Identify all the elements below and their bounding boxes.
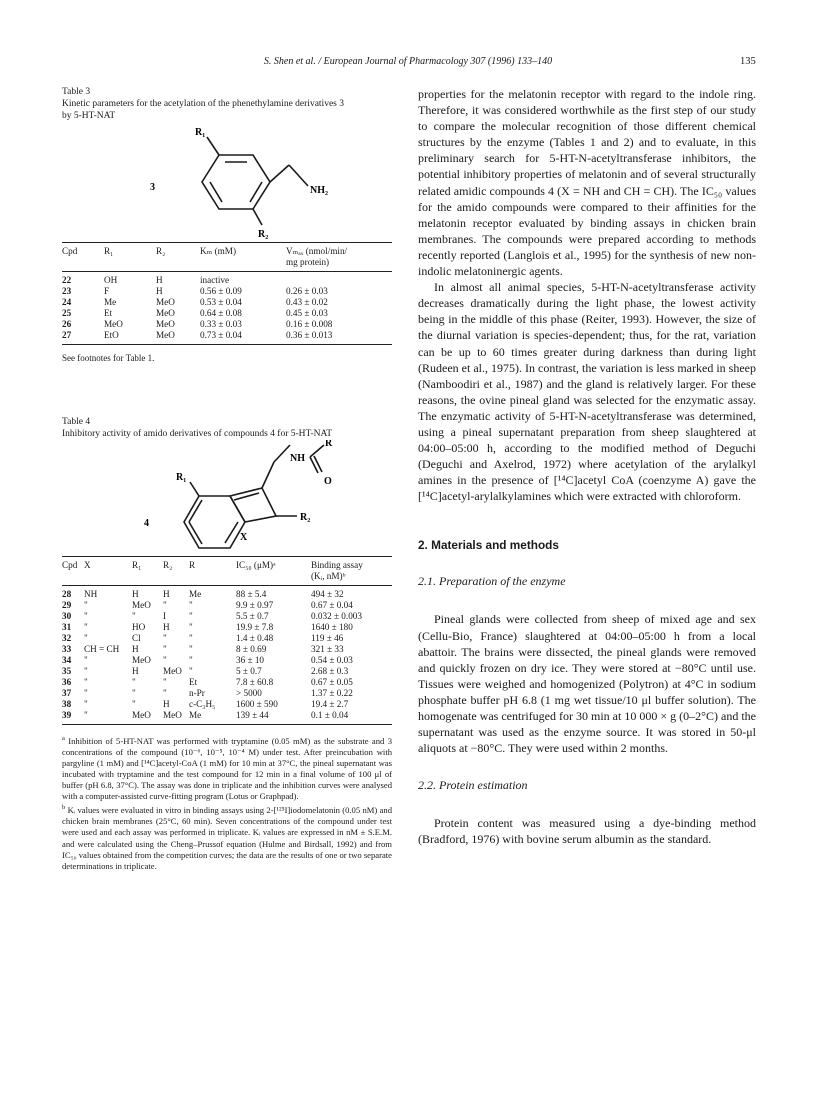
table3-col-km: Kₘ (mM) — [200, 246, 237, 256]
cell-vmax — [286, 272, 392, 287]
table3-note: See footnotes for Table 1. — [62, 353, 155, 363]
cell-km: inactive — [200, 275, 230, 285]
cell-r2: MeO — [156, 308, 175, 318]
table-row — [62, 633, 392, 644]
cell-r: n-Pr — [189, 688, 205, 698]
running-head: S. Shen et al. / European Journal of Pharmacology 307 (1996) 133–140 — [263, 56, 553, 67]
cell-r2: MeO — [156, 319, 175, 329]
cell-x: " — [84, 633, 88, 643]
cell-cpd: 30 — [62, 611, 72, 621]
table4-col-binding-line2: (Kᵢ, nM)ᵇ — [311, 571, 346, 581]
table4-col-r1: R₁ — [132, 560, 142, 570]
cell-r: c-C₃H₅ — [189, 699, 216, 709]
cell-vmax: 0.45 ± 0.03 — [286, 308, 328, 318]
cell-vmax: 0.43 ± 0.02 — [286, 297, 328, 307]
cell-r1: Me — [104, 297, 117, 307]
table-row — [62, 308, 392, 319]
cell-ic50: 5.5 ± 0.7 — [236, 611, 269, 621]
cell-r2: H — [163, 622, 170, 632]
cell-ki: 321 ± 33 — [311, 644, 344, 654]
page-number: 135 — [740, 56, 756, 67]
cell-ic50: 19.9 ± 7.8 — [236, 622, 274, 632]
cell-x: " — [84, 600, 88, 610]
cell-r1: OH — [104, 275, 118, 285]
structure3-r1: R₁ — [195, 127, 206, 138]
cell-x: " — [84, 677, 88, 687]
table3-structure — [62, 122, 392, 242]
table-row — [62, 286, 392, 297]
cell-r1: " — [132, 611, 136, 621]
structure4-r: R — [325, 440, 333, 449]
cell-x: " — [84, 611, 88, 621]
structure3-r2: R₂ — [258, 229, 269, 240]
cell-r1: MeO — [132, 600, 151, 610]
footnote-b-mark: b — [62, 804, 66, 812]
structure4-number: 4 — [144, 518, 149, 529]
table-row — [62, 600, 392, 611]
cell-ic50: > 5000 — [236, 688, 262, 698]
cell-ic50: 36 ± 10 — [236, 655, 265, 665]
table-row — [62, 644, 392, 655]
table-row — [62, 655, 392, 666]
table3-label: Table 3 — [62, 87, 91, 97]
cell-r2: H — [163, 589, 170, 599]
cell-ki: 0.67 ± 0.04 — [311, 600, 353, 610]
table3-col-vmax-line1: Vₘₐₓ (nmol/min/ — [286, 246, 348, 256]
cell-km: 0.53 ± 0.04 — [200, 297, 242, 307]
structure4-x: X — [240, 532, 248, 543]
table-row — [62, 688, 392, 699]
cell-x: " — [84, 688, 88, 698]
cell-r1: EtO — [104, 330, 119, 340]
cell-r: " — [189, 622, 193, 632]
cell-ki: 119 ± 46 — [311, 633, 344, 643]
cell-vmax: 0.16 ± 0.008 — [286, 319, 333, 329]
section-materials-methods-title: 2. Materials and methods — [418, 538, 559, 553]
cell-r2: I — [163, 611, 167, 621]
cell-cpd: 24 — [62, 297, 72, 307]
cell-r2: H — [156, 275, 163, 285]
table3-col-vmax — [286, 243, 392, 272]
cell-ki: 2.68 ± 0.3 — [311, 666, 349, 676]
cell-cpd: 33 — [62, 644, 72, 654]
cell-cpd: 25 — [62, 308, 72, 318]
footnote-b — [62, 802, 392, 871]
structure4-r1: R₁ — [176, 472, 187, 483]
cell-cpd: 28 — [62, 589, 72, 599]
cell-r2: " — [163, 655, 167, 665]
cell-r2: " — [163, 688, 167, 698]
subsection-enzyme-preparation-title: 2.1. Preparation of the enzyme — [418, 574, 566, 589]
table4-structure — [62, 440, 392, 556]
table3-caption-line2: by 5-HT-NAT — [62, 111, 116, 121]
cell-r1: MeO — [132, 655, 151, 665]
structure3-amine: NH₂ — [310, 185, 328, 196]
cell-cpd: 31 — [62, 622, 72, 632]
left-column — [62, 86, 392, 872]
cell-cpd: 34 — [62, 655, 72, 665]
cell-x: " — [84, 622, 88, 632]
cell-ki: 1640 ± 180 — [311, 622, 353, 632]
cell-r: " — [189, 600, 193, 610]
cell-ic50: 5 ± 0.7 — [236, 666, 262, 676]
cell-x: " — [84, 666, 88, 676]
structure4-nh: NH — [290, 453, 305, 464]
table-row — [62, 330, 392, 345]
table4-col-x: X — [84, 560, 91, 570]
table-row — [62, 297, 392, 308]
cell-ki: 0.1 ± 0.04 — [311, 710, 349, 720]
cell-vmax: 0.36 ± 0.013 — [286, 330, 333, 340]
cell-r1: H — [132, 589, 139, 599]
cell-km: 0.64 ± 0.08 — [200, 308, 242, 318]
table4-footnotes — [62, 733, 392, 872]
cell-r1: Et — [104, 308, 113, 318]
table4-label: Table 4 — [62, 417, 91, 427]
cell-km: 0.73 ± 0.04 — [200, 330, 242, 340]
cell-cpd: 38 — [62, 699, 72, 709]
paragraph-diurnal-variation: In almost all animal species, 5-HT-N-acetyltransferase activity decreases dramatically during the light phase, the lowest activity being in the middle of this phase (Reiter, 1993). However, the size of the diurnal variation is species-dependent; thus, for the rat, variation can be up to 60 times greater during darkness than during light (Rudeen et al., 1975). In contrast, the variation is less marked in sheep (Namboodiri et al., 1987) and the gland is relatively larger. For these reasons, the ovine pineal gland was selected for the enzymatic assay. The enzymatic activity of 5-HT-N-acetyltransferase was determined, using a pineal supernatant preparation from sheep slaughtered at 04:00–05:00 h, according to the modified method of Deguchi (Deguchi and Axelrod, 1972) where acetylation of the arylalkyl amines in the presence of [¹⁴C]acetyl CoA (coenzyme A) gave the [¹⁴C]acetyl-arylalkylamines which were extracted with chloroform. — [418, 280, 756, 504]
cell-r1: Cl — [132, 633, 141, 643]
cell-ic50: 88 ± 5.4 — [236, 589, 267, 599]
cell-r1: MeO — [104, 319, 123, 329]
cell-cpd: 32 — [62, 633, 72, 643]
table3-caption-line1: Kinetic parameters for the acetylation of the phenethylamine derivatives 3 — [62, 99, 344, 109]
paragraph-enzyme-preparation: Pineal glands were collected from sheep of mixed age and sex (Cellu-Bio, France) slaughtered at 04:00–05:00 h from a local abattoir. The brains were dissected, the pineal glands were removed and quickly frozen on dry ice. They were stored at −80°C until use. Tissues were weighed and homogenized (Polytron) at 4°C in sodium phosphate buffer pH 6.8 (1 mg wet tissue/10 μl buffer solution). The homogenate was centrifuged for 30 min at 10 000 × g (0–2°C) and the supernatant was used as the enzyme source. It was stored in 50-μl aliquots at −80°C. They were used within 2 months. — [418, 612, 756, 756]
paragraph-melatonin-receptor: properties for the melatonin receptor with regard to the indole ring. Therefore, it was considered worthwhile as the first step of our study to compare the molecular recognition of those different chemical structures by the enzyme (Tables 1 and 2) and to evaluate, in this preliminary search for 5-HT-N-acetyltransferase inhibitors, the potential inhibitory properties of melatonin and of several structurally related amidic compounds 4 (X = NH and CH = CH). The IC₅₀ values for the amido compounds were compared to their affinities for the melatonin receptor evaluated by binding assays in chicken brain membranes. The compounds were prepared according to methods recently reported (Langlois et al., 1995) for the synthesis of new non-indolic melatoninergic agents. — [418, 87, 756, 279]
footnote-b-text: Kᵢ values were evaluated in vitro in binding assays using 2-[¹²⁵I]iodomelatonin (0.05 nM) and chicken brain membranes (25°C, 60 min). Seven concentrations of the compound under test were used and each assay was performed in triplicate. Kᵢ values are expressed in nM ± S.E.M. and were calculated using the Cheng–Prussof equation (Hulme and Birdsall, 1992) and from IC₅₀ values obtained from the competition curves; the data are the results of one or two separate determinations in triplicate. — [62, 805, 393, 871]
cell-r: " — [189, 611, 193, 621]
table3 — [62, 242, 392, 345]
cell-cpd: 23 — [62, 286, 72, 296]
cell-r1: F — [104, 286, 110, 296]
table3-col-r2: R₂ — [156, 246, 166, 256]
structure4-o: O — [324, 476, 332, 487]
cell-ki: 0.67 ± 0.05 — [311, 677, 353, 687]
table4-col-cpd: Cpd — [62, 560, 78, 570]
table3-caption — [62, 98, 392, 122]
cell-cpd: 29 — [62, 600, 72, 610]
cell-r1: " — [132, 677, 136, 687]
table4-col-r: R — [189, 560, 196, 570]
cell-ki: 494 ± 32 — [311, 589, 344, 599]
cell-r2: " — [163, 677, 167, 687]
paragraph-protein-estimation: Protein content was measured using a dye-binding method (Bradford, 1976) with bovine serum albumin as the standard. — [418, 816, 756, 847]
cell-r: Et — [189, 677, 198, 687]
cell-cpd: 27 — [62, 330, 72, 340]
table-row — [62, 586, 392, 601]
cell-r1: HO — [132, 622, 146, 632]
cell-r1: " — [132, 688, 136, 698]
footnote-a-text: Inhibition of 5-HT-NAT was performed with tryptamine (0.05 mM) as the substrate and 3 concentrations of the compound (10⁻⁶, 10⁻⁵, 10⁻⁴ M) under test. After preincubation with pargyline (1 mM) and [¹⁴C]acetyl-CoA (1 mM) for 10 min at 37°C, the pineal supernatant was incubated with tryptamine and the test compound for 12 min in a final volume of 100 μl of buffer (pH 6.8, 37°C). The assay was done in triplicate and the inhibition curves were analysed with a computer-assisted curve-fitting program (Lotus or Graphpad). — [62, 735, 392, 802]
cell-ic50: 1600 ± 590 — [236, 699, 278, 709]
cell-ki: 0.032 ± 0.003 — [311, 611, 362, 621]
cell-ic50: 7.8 ± 60.8 — [236, 677, 274, 687]
table-row — [62, 710, 392, 725]
cell-r1: MeO — [132, 710, 151, 720]
cell-r: Me — [189, 710, 202, 720]
cell-r2: " — [163, 644, 167, 654]
table4-col-binding-line1: Binding assay — [311, 560, 363, 570]
table4 — [62, 556, 392, 725]
table4-col-r2: R₂ — [163, 560, 173, 570]
cell-cpd: 22 — [62, 275, 72, 285]
structure4-r2: R₂ — [300, 512, 311, 523]
table3-col-r1: R₁ — [104, 246, 114, 256]
cell-ki: 1.37 ± 0.22 — [311, 688, 353, 698]
structure3-number: 3 — [150, 182, 155, 193]
table4-caption: Inhibitory activity of amido derivatives of compounds 4 for 5-HT-NAT — [62, 429, 333, 439]
footnote-a-mark: a — [62, 735, 65, 742]
table-row — [62, 319, 392, 330]
table4-col-binding — [311, 557, 392, 586]
subsection-protein-estimation-title: 2.2. Protein estimation — [418, 778, 528, 793]
table3-col-cpd: Cpd — [62, 246, 78, 256]
cell-r1: H — [132, 666, 139, 676]
table3-header-row — [62, 243, 392, 272]
footnote-a — [62, 733, 392, 802]
table-row — [62, 611, 392, 622]
cell-ic50: 9.9 ± 0.97 — [236, 600, 274, 610]
cell-cpd: 36 — [62, 677, 72, 687]
cell-vmax: 0.26 ± 0.03 — [286, 286, 328, 296]
cell-r: " — [189, 655, 193, 665]
cell-r2: MeO — [156, 297, 175, 307]
cell-km: 0.56 ± 0.09 — [200, 286, 242, 296]
cell-r1: " — [132, 699, 136, 709]
cell-x: NH — [84, 589, 98, 599]
cell-r2: H — [156, 286, 163, 296]
cell-km: 0.33 ± 0.03 — [200, 319, 242, 329]
cell-r2: " — [163, 600, 167, 610]
cell-r1: H — [132, 644, 139, 654]
cell-x: " — [84, 699, 88, 709]
table-row — [62, 666, 392, 677]
cell-cpd: 39 — [62, 710, 72, 720]
table-row — [62, 272, 392, 287]
cell-r2: H — [163, 699, 170, 709]
cell-ki: 19.4 ± 2.7 — [311, 699, 349, 709]
cell-ic50: 8 ± 0.69 — [236, 644, 267, 654]
table4-header-row — [62, 557, 392, 586]
cell-r: " — [189, 633, 193, 643]
cell-x: " — [84, 710, 88, 720]
cell-ic50: 139 ± 44 — [236, 710, 269, 720]
cell-r2: MeO — [156, 330, 175, 340]
cell-x: " — [84, 655, 88, 665]
table-row — [62, 699, 392, 710]
cell-r: Me — [189, 589, 202, 599]
cell-r: " — [189, 666, 193, 676]
cell-r2: MeO — [163, 710, 182, 720]
cell-ki: 0.54 ± 0.03 — [311, 655, 353, 665]
cell-ic50: 1.4 ± 0.48 — [236, 633, 274, 643]
cell-cpd: 26 — [62, 319, 72, 329]
cell-x: CH = CH — [84, 644, 120, 654]
cell-r: " — [189, 644, 193, 654]
cell-r2: " — [163, 633, 167, 643]
table3-col-vmax-line2: mg protein) — [286, 257, 330, 267]
cell-r2: MeO — [163, 666, 182, 676]
cell-cpd: 35 — [62, 666, 72, 676]
table-row — [62, 677, 392, 688]
table4-col-ic50: IC₅₀ (μM)ᵃ — [236, 560, 276, 570]
table-row — [62, 622, 392, 633]
right-column — [418, 86, 756, 847]
cell-cpd: 37 — [62, 688, 72, 698]
